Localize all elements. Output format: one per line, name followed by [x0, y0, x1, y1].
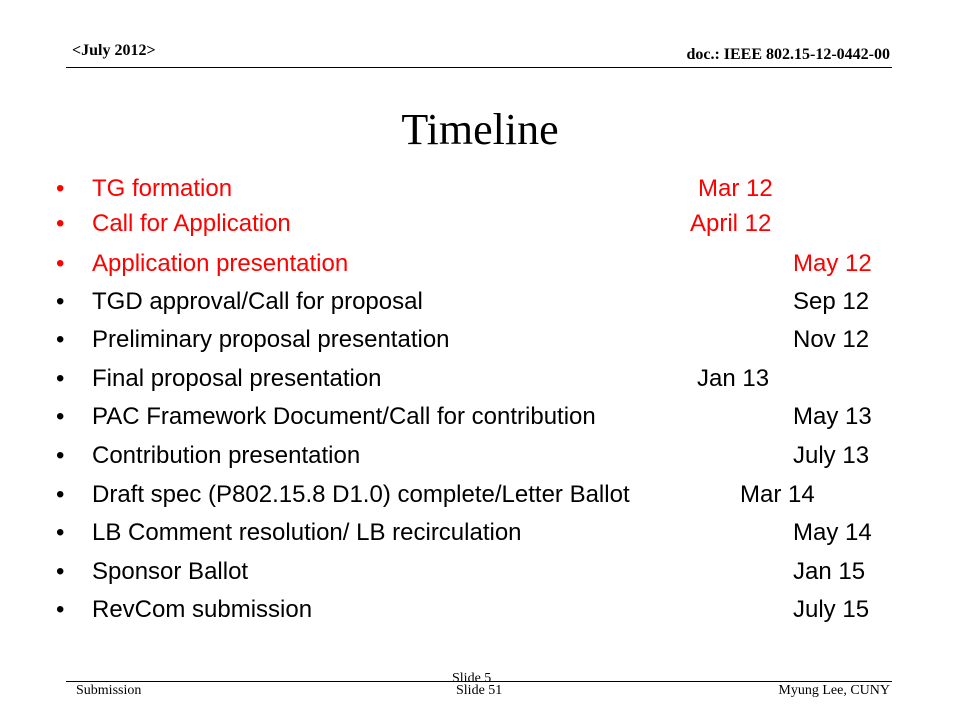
timeline-item-label: TGD approval/Call for proposal	[92, 288, 423, 315]
bullet-icon: •	[56, 481, 65, 508]
bullet-icon: •	[56, 288, 65, 315]
timeline-item-date: May 13	[793, 403, 872, 430]
bullet-icon: •	[56, 596, 65, 623]
timeline-item-date: July 15	[793, 596, 870, 623]
timeline-item-date: July 13	[793, 442, 870, 469]
timeline-item-date: Nov 12	[793, 326, 870, 353]
footer-slide-number: Slide 51	[456, 683, 503, 698]
bullet-icon: •	[56, 210, 65, 237]
timeline-item-label: RevCom submission	[92, 596, 313, 623]
timeline-item-label: Call for Application	[92, 210, 291, 237]
footer-submission: Submission	[76, 683, 142, 698]
timeline-item-date: Sep 12	[793, 288, 870, 315]
bullet-icon: •	[56, 442, 65, 469]
timeline-item-label: Application presentation	[92, 250, 349, 277]
footer-slide-overlay: Slide 5	[452, 671, 492, 686]
timeline-item-date: Jan 13	[697, 365, 770, 392]
timeline-item-label: TG formation	[92, 175, 233, 202]
bullet-icon: •	[56, 326, 65, 353]
timeline-item-date: Mar 14	[740, 481, 815, 508]
header-doc-id: doc.: IEEE 802.15-12-0442-00	[686, 46, 890, 63]
timeline-item-date: May 12	[793, 250, 872, 277]
timeline-item-date: April 12	[690, 210, 772, 237]
timeline-item-label: Draft spec (P802.15.8 D1.0) complete/Letter Ballot	[92, 481, 630, 508]
timeline-item-date: Mar 12	[698, 175, 773, 202]
timeline-item-label: Preliminary proposal presentation	[92, 326, 450, 353]
slide-title: Timeline	[401, 105, 559, 154]
bullet-icon: •	[56, 558, 65, 585]
timeline-item-label: Sponsor Ballot	[92, 558, 249, 585]
bullet-icon: •	[56, 403, 65, 430]
timeline-item-label: Contribution presentation	[92, 442, 361, 469]
footer-author: Myung Lee, CUNY	[778, 683, 890, 698]
bullet-icon: •	[56, 250, 65, 277]
bullet-icon: •	[56, 175, 65, 202]
timeline-item-label: Final proposal presentation	[92, 365, 382, 392]
header-date: <July 2012>	[72, 42, 156, 59]
bullet-icon: •	[56, 365, 65, 392]
timeline-item-date: Jan 15	[793, 558, 866, 585]
timeline-item-label: PAC Framework Document/Call for contribution	[92, 403, 596, 430]
timeline-item-label: LB Comment resolution/ LB recirculation	[92, 519, 522, 546]
footer-divider	[66, 681, 892, 682]
bullet-icon: •	[56, 519, 65, 546]
timeline-item-date: May 14	[793, 519, 872, 546]
